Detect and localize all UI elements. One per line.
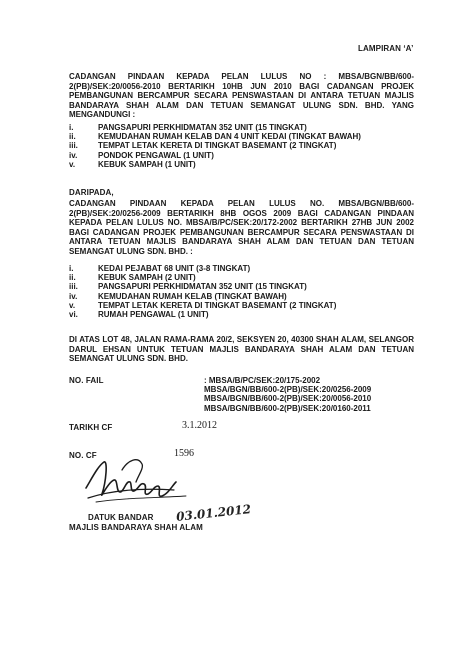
signature-image: [82, 452, 202, 514]
list-item: vi. RUMAH PENGAWAL (1 UNIT): [69, 310, 209, 320]
list-item: v. TEMPAT LETAK KERETA DI TINGKAT BASEMANT (2 TINGKAT): [69, 300, 337, 310]
file-reference: MBSA/BGN/BB/600-2(PB)/SEK:20/0160-2011: [204, 403, 371, 413]
number-label: NO. CF: [69, 451, 97, 460]
attachment-label: LAMPIRAN ‘A’: [358, 44, 414, 53]
list-item: i. PANGSAPURI PERKHIDMATAN 352 UNIT (15 TINGKAT): [69, 123, 307, 132]
list-item: ii. KEBUK SAMPAH (2 UNIT): [69, 273, 196, 283]
list-item: iii. PANGSAPURI PERKHIDMATAN 352 UNIT (15 TINGKAT): [69, 282, 307, 292]
number-value: 1596: [174, 448, 194, 459]
list-item: iv. PONDOK PENGAWAL (1 UNIT): [69, 150, 214, 160]
file-number-label: NO. FAIL: [69, 376, 104, 385]
approved-items-list: [69, 123, 361, 169]
signatory-title: DATUK BANDAR: [88, 513, 154, 522]
list-item: v. KEBUK SAMPAH (1 UNIT): [69, 159, 196, 169]
file-reference: MBSA/BGN/BB/600-2(PB)/SEK:20/0056-2010: [204, 394, 372, 404]
list-item: iii. TEMPAT LETAK KERETA DI TINGKAT BASEMANT (2 TINGKAT): [69, 141, 337, 151]
application-paragraph: CADANGAN PINDAAN KEPADA PELAN LULUS NO : MBSA/BGN/BB/600-2(PB)/SEK:20/0056-2010 BERTARIKH 10HB JUN 2010 BAGI CADANGAN PROJEK PEMBANGUNAN BERCAMPUR SECARA PENSWASTAAN DI ANTARA TETUAN MAJLIS BANDARAYA SHAH ALAM DAN TETUAN SEMANGAT ULUNG SDN. BHD. YANG MENGANDUNGI :: [69, 72, 414, 120]
file-reference: : MBSA/B/PC/SEK:20/175-2002: [204, 376, 321, 385]
list-item: ii. KEMUDAHAN RUMAH KELAB DAN 4 UNIT KEDAI (TINGKAT BAWAH): [69, 132, 361, 142]
list-item: iv. KEMUDAHAN RUMAH KELAB (TINGKAT BAWAH): [69, 291, 287, 301]
file-references: [204, 376, 371, 413]
handwritten-date: 03.01.2012: [175, 502, 252, 524]
date-cf-label: TARIKH CF: [69, 423, 113, 432]
list-item: i. KEDAI PEJABAT 68 UNIT (3-8 TINGKAT): [69, 264, 251, 273]
from-label: DARIPADA,: [69, 188, 114, 197]
signatory-office: MAJLIS BANDARAYA SHAH ALAM: [69, 523, 203, 532]
file-reference: MBSA/BGN/BB/600-2(PB)/SEK:20/0256-2009: [204, 385, 372, 395]
location-paragraph: DI ATAS LOT 48, JALAN RAMA-RAMA 20/2, SEKSYEN 20, 40300 SHAH ALAM, SELANGOR DARUL EHSAN UNTUK TETUAN MAJLIS BANDARAYA SHAH ALAM DAN TETUAN SEMANGAT ULUNG SDN. BHD.: [69, 335, 414, 364]
date-cf-value: 3.1.2012: [182, 420, 217, 431]
original-items-list: [69, 264, 336, 319]
original-paragraph: CADANGAN PINDAAN KEPADA PELAN LULUS NO. MBSA/BGN/BB/600-2(PB)/SEK:20/0256-2009 BERTARIKH 8HB OGOS 2009 BAGI CADANGAN PINDAAN KEPADA PELAN LULUS NO. MBSA/B/PC/SEK:20/172-2002 BERTARIKH 27HB JUN 2002 BAGI CADANGAN PROJEK PEMBANGUNAN BERCAMPUR SECARA PENSWASTAAN DI ANTARA TETUAN MAJLIS BANDARAYA SHAH ALAM DAN TETUAN DAN TETUAN SEMANGAT ULUNG SDN. BHD. :: [69, 199, 414, 256]
